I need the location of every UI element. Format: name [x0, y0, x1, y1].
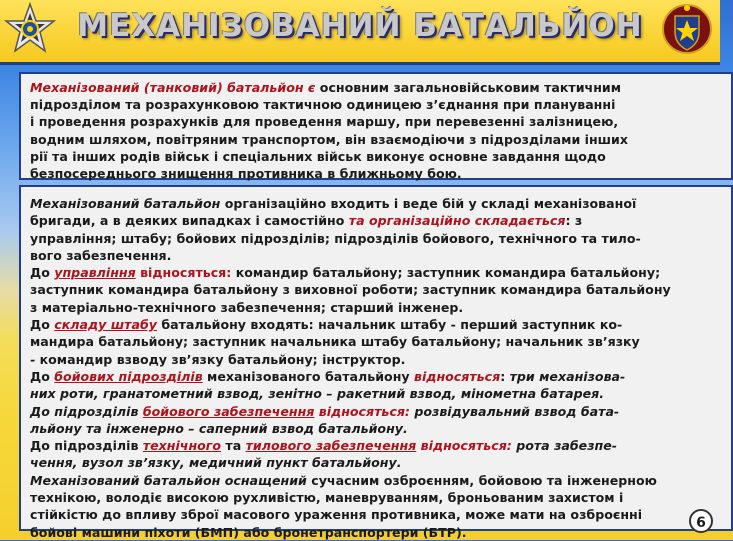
- text-line: [30, 437, 731, 454]
- text-line: [30, 79, 731, 96]
- text-segment: технікою, володіє високою рухливістю, маневруванням, броньованим захистом і: [30, 490, 624, 506]
- text-segment: До підрозділів: [30, 403, 143, 419]
- text-line: [30, 420, 731, 437]
- text-line: [30, 489, 731, 506]
- text-line: [30, 148, 731, 165]
- military-emblem-star-icon: [4, 3, 56, 55]
- military-shield-emblem-icon: [662, 2, 712, 56]
- text-segment: безпосереднього знищення противника в ближньому бою.: [30, 166, 462, 182]
- text-line: [30, 506, 731, 523]
- text-segment: командир батальйону; заступник командира батальйону;: [231, 265, 661, 281]
- structure-box: [19, 185, 733, 540]
- text-segment: Механізований батальйон: [30, 196, 225, 211]
- text-segment: механізованого батальйону: [202, 368, 414, 384]
- text-segment: основним загальновійськовим тактичним: [319, 80, 622, 95]
- text-line: [30, 96, 731, 113]
- text-segment: начальник штабу - перший заступник ко-: [318, 317, 623, 333]
- text-line: [30, 385, 731, 402]
- text-line: [30, 165, 731, 182]
- text-segment: чення, вузол зв’язку, медичний пункт батальйону.: [30, 455, 402, 471]
- text-segment: Механізований батальйон оснащений: [30, 472, 312, 488]
- text-segment: батальйону входять:: [156, 317, 319, 333]
- text-line: [30, 368, 731, 385]
- text-line: [30, 524, 731, 541]
- text-line: [30, 472, 731, 489]
- text-segment: розвідувальний взвод бата-: [414, 403, 620, 419]
- text-line: [30, 454, 731, 471]
- text-segment: тилового забезпечення: [245, 438, 417, 454]
- page-number-badge: 6: [689, 509, 713, 533]
- text-segment: і проведення розрахунків для проведення маршу, при перевезенні залізницею,: [30, 114, 619, 130]
- text-line: [30, 195, 731, 212]
- text-line: [30, 131, 731, 148]
- text-segment: них роти, гранатометний взвод, зенітно – ракетний взвод, мінометна батарея.: [30, 386, 605, 402]
- text-segment: організаційно входить і веде бій у складі механізованої: [224, 196, 637, 211]
- text-segment: складу штабу: [54, 317, 157, 333]
- text-segment: та організаційно складається: [348, 213, 566, 229]
- text-segment: управління: [54, 265, 136, 281]
- text-line: [30, 351, 731, 368]
- text-line: [30, 281, 731, 298]
- text-segment: сучасним озброєнням, бойовою та інженерною: [311, 472, 657, 488]
- text-segment: відносяться:: [416, 438, 517, 454]
- definition-text: [21, 74, 731, 182]
- text-segment: та: [221, 438, 246, 454]
- text-segment: відносяться:: [314, 403, 415, 419]
- text-segment: бойові машини піхоти (БМП) або бронетранспортери (БТР).: [30, 524, 467, 540]
- text-segment: водним шляхом, повітряним транспортом, він взаємодіючи з підрозділами інших: [30, 131, 629, 147]
- text-segment: управління; штабу; бойових підрозділів; підрозділів бойового, технічного та тило-: [30, 230, 641, 246]
- text-segment: рії та інших родів військ і спеціальних військ виконує основне завдання щодо: [30, 148, 606, 164]
- text-segment: До: [30, 368, 55, 384]
- text-line: [30, 212, 731, 229]
- text-segment: бригади, а в деяких випадках і самостійно: [30, 213, 349, 229]
- text-segment: До: [30, 265, 55, 281]
- text-segment: :: [500, 368, 510, 384]
- text-segment: технічного: [142, 438, 222, 454]
- text-segment: з матеріально-технічного забезпечення; старший інженер.: [30, 299, 464, 315]
- text-line: [30, 299, 731, 316]
- text-line: [30, 230, 731, 247]
- text-segment: вого забезпечення.: [30, 247, 172, 263]
- text-segment: заступник командира батальйону з виховної роботи; заступник командира батальйону: [30, 282, 671, 298]
- text-segment: три механізова-: [509, 368, 626, 384]
- text-line: [30, 113, 731, 130]
- text-segment: відносяться: [414, 368, 501, 384]
- text-line: [30, 403, 731, 420]
- structure-text: [21, 187, 731, 541]
- text-segment: - командир взводу зв’язку батальйону; інструктор.: [30, 351, 406, 367]
- page-title: МЕХАНІЗОВАНИЙ БАТАЛЬЙОН: [77, 8, 643, 44]
- text-segment: стійкістю до впливу зброї масового ураження противника, може мати на озброєнні: [30, 507, 643, 523]
- text-segment: бойових підрозділів: [54, 368, 203, 384]
- text-segment: : з: [565, 213, 583, 229]
- text-segment: рота забезпе-: [516, 438, 618, 454]
- text-segment: До: [30, 317, 55, 333]
- text-line: [30, 264, 731, 281]
- header-bar: [0, 0, 720, 65]
- text-line: [30, 247, 731, 264]
- text-segment: мандира батальйону; заступник начальника штабу батальйону; начальник зв’язку: [30, 334, 640, 350]
- text-segment: До підрозділів: [30, 438, 143, 454]
- text-segment: відносяться:: [135, 265, 232, 281]
- definition-box: [19, 72, 733, 180]
- text-line: [30, 333, 731, 350]
- text-segment: бойового забезпечення: [142, 403, 315, 419]
- text-segment: Механізований (танковий) батальйон є: [30, 80, 320, 95]
- text-line: [30, 316, 731, 333]
- text-segment: підрозділом та розрахунковою тактичною одиницею з’єднання при плануванні: [30, 97, 616, 113]
- text-segment: льйону та інженерно – саперний взвод батальйону.: [30, 420, 408, 436]
